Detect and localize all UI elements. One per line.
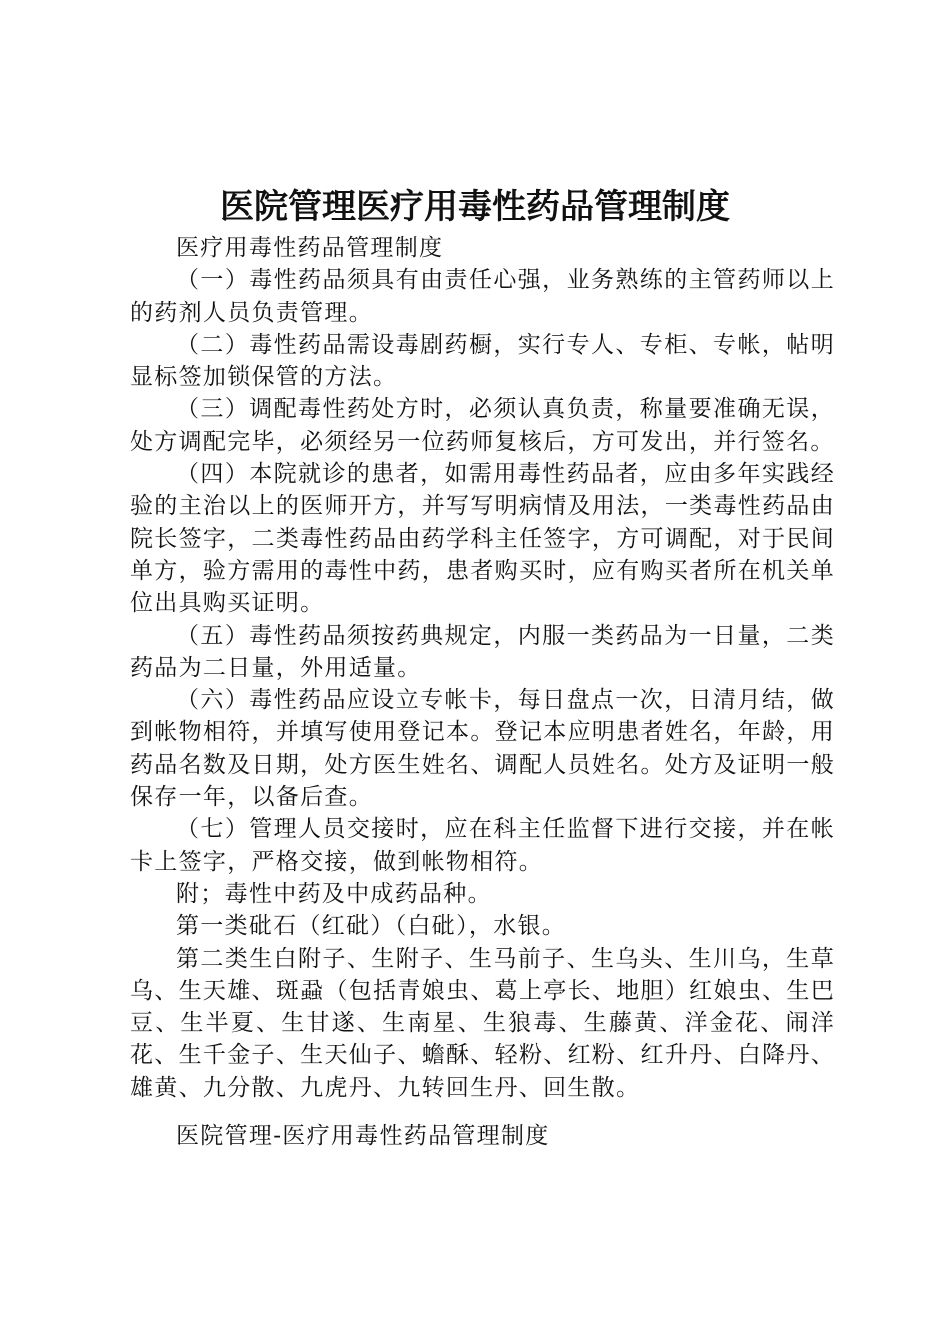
appendix-class-2: 第二类生白附子、生附子、生马前子、生乌头、生川乌，生草乌、生天雄、斑蝨（包括青娘虫、葛上亭长、地胆）红娘虫、生巴豆、生半夏、生甘遂、生南星、生狼毒、生藤黄、洋金花、闹洋花、生千金子、生天仙子、蟾酥、轻粉、红粉、红升丹、白降丹、雄黄、九分散、九虎丹、九转回生丹、回生散。	[130, 945, 835, 1101]
document-title: 医院管理医疗用毒性药品管理制度	[220, 187, 730, 227]
rule-paragraph-3: （三）调配毒性药处方时，必须认真负责，称量要准确无误，处方调配完毕，必须经另一位药师复核后，方可发出，并行签名。	[130, 396, 835, 455]
rule-paragraph-4: （四）本院就诊的患者，如需用毒性药品者，应由多年实践经验的主治以上的医师开方，并写写明病情及用法，一类毒性药品由院长签字，二类毒性药品由药学科主任签字，方可调配，对于民间单方，验方需用的毒性中药，患者购买时，应有购买者所在机关单位出具购买证明。	[130, 461, 835, 617]
rule-paragraph-1: （一）毒性药品须具有由责任心强，业务熟练的主管药师以上的药剂人员负责管理。	[130, 267, 835, 326]
document-footer: 医院管理-医疗用毒性药品管理制度	[176, 1123, 550, 1149]
rule-paragraph-6: （六）毒性药品应设立专帐卡，每日盘点一次，日清月结，做到帐物相符，并填写使用登记本。登记本应明患者姓名，年龄，用药品名数及日期，处方医生姓名、调配人员姓名。处方及证明一般保存一年，以备后查。	[130, 687, 835, 811]
rule-paragraph-2: （二）毒性药品需设毒剧药橱，实行专人、专柜、专帐，帖明显标签加锁保管的方法。	[130, 331, 835, 391]
rule-paragraph-5: （五）毒性药品须按药典规定，内服一类药品为一日量，二类药品为二日量，外用适量。	[130, 622, 835, 681]
document-body	[130, 232, 835, 1104]
rule-paragraph-7: （七）管理人员交接时，应在科主任监督下进行交接，并在帐卡上签字，严格交接，做到帐物相符。	[130, 816, 835, 875]
appendix-heading: 附；毒性中药及中成药品种。	[176, 880, 492, 907]
subtitle-paragraph: 医疗用毒性药品管理制度	[176, 235, 444, 261]
appendix-class-1: 第一类砒石（红砒）（白砒），水银。	[176, 913, 567, 940]
